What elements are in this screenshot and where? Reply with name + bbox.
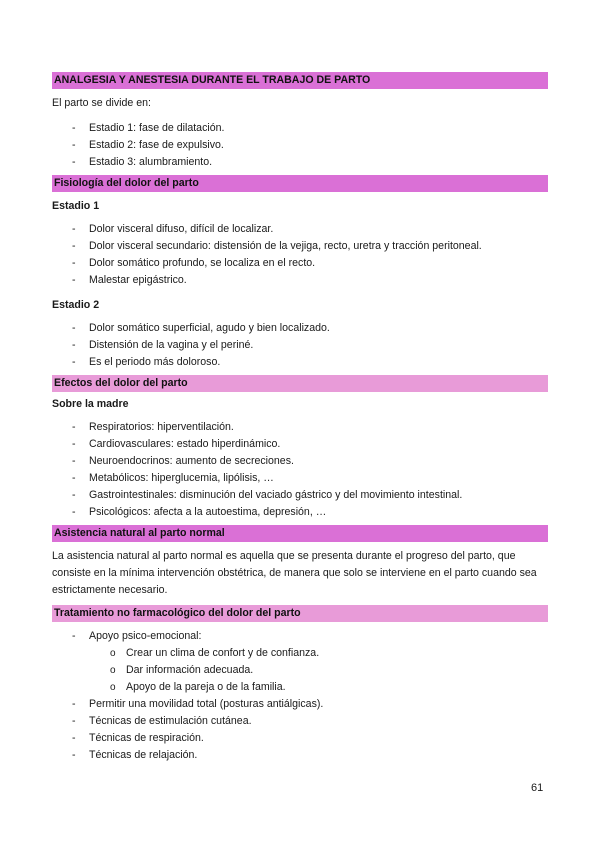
- list-item: - Respiratorios: hiperventilación.: [52, 419, 548, 436]
- list-item: - Estadio 3: alumbramiento.: [52, 154, 548, 171]
- list-item: - Cardiovasculares: estado hiperdinámico.: [52, 436, 548, 453]
- tratamiento-list: [52, 628, 548, 645]
- efectos-subtitle: Sobre la madre: [52, 398, 129, 410]
- list-item: - Metabólicos: hiperglucemia, lipólisis, …: [52, 470, 548, 487]
- estadio2-title: Estadio 2: [52, 299, 100, 311]
- efectos-list: [52, 419, 548, 521]
- list-item: - Psicológicos: afecta a la autoestima, depresión, …: [52, 504, 548, 521]
- list-item: o Crear un clima de confort y de confianza.: [52, 645, 548, 662]
- intro-lead: El parto se divide en:: [52, 97, 151, 109]
- list-item: - Apoyo psico-emocional:: [52, 628, 548, 645]
- list-item: - Estadio 2: fase de expulsivo.: [52, 137, 548, 154]
- section-heading-asistencia: Asistencia natural al parto normal: [52, 525, 548, 542]
- list-item: - Malestar epigástrico.: [52, 272, 548, 289]
- estadio2-list: [52, 320, 548, 371]
- list-item: - Técnicas de respiración.: [52, 730, 548, 747]
- section-heading-tratamiento: Tratamiento no farmacológico del dolor del parto: [52, 605, 548, 622]
- estadio1-list: [52, 221, 548, 289]
- apoyo-sublist: [52, 645, 548, 696]
- list-item: - Estadio 1: fase de dilatación.: [52, 120, 548, 137]
- list-item: - Dolor visceral secundario: distensión de la vejiga, recto, uretra y tracción peritoneal.: [52, 238, 548, 255]
- estadio1-title: Estadio 1: [52, 200, 100, 212]
- tratamiento-list-2: [52, 696, 548, 764]
- list-item: - Permitir una movilidad total (posturas antiálgicas).: [52, 696, 548, 713]
- list-item: - Gastrointestinales: disminución del vaciado gástrico y del movimiento intestinal.: [52, 487, 548, 504]
- stages-list: [52, 120, 548, 171]
- list-item: o Apoyo de la pareja o de la familia.: [52, 679, 548, 696]
- section-heading-fisiologia: Fisiología del dolor del parto: [52, 175, 548, 192]
- asistencia-text: La asistencia natural al parto normal es aquella que se presenta durante el progreso del parto, que consiste en la mínima intervención obstétrica, de manera que solo se interviene en el parto cuando sea estrictamente necesario.: [52, 550, 537, 596]
- list-item: - Distensión de la vagina y el periné.: [52, 337, 548, 354]
- list-item: - Dolor visceral difuso, difícil de localizar.: [52, 221, 548, 238]
- section-heading-efectos: Efectos del dolor del parto: [52, 375, 548, 392]
- list-item: - Es el periodo más doloroso.: [52, 354, 548, 371]
- list-item: - Neuroendocrinos: aumento de secreciones.: [52, 453, 548, 470]
- page-number: 61: [531, 782, 544, 794]
- list-item: - Dolor somático superficial, agudo y bien localizado.: [52, 320, 548, 337]
- section-heading-analgesia: ANALGESIA Y ANESTESIA DURANTE EL TRABAJO DE PARTO: [52, 72, 548, 89]
- document-page: [52, 72, 548, 764]
- list-item: - Dolor somático profundo, se localiza en el recto.: [52, 255, 548, 272]
- list-item: - Técnicas de relajación.: [52, 747, 548, 764]
- list-item: - Técnicas de estimulación cutánea.: [52, 713, 548, 730]
- list-item: o Dar información adecuada.: [52, 662, 548, 679]
